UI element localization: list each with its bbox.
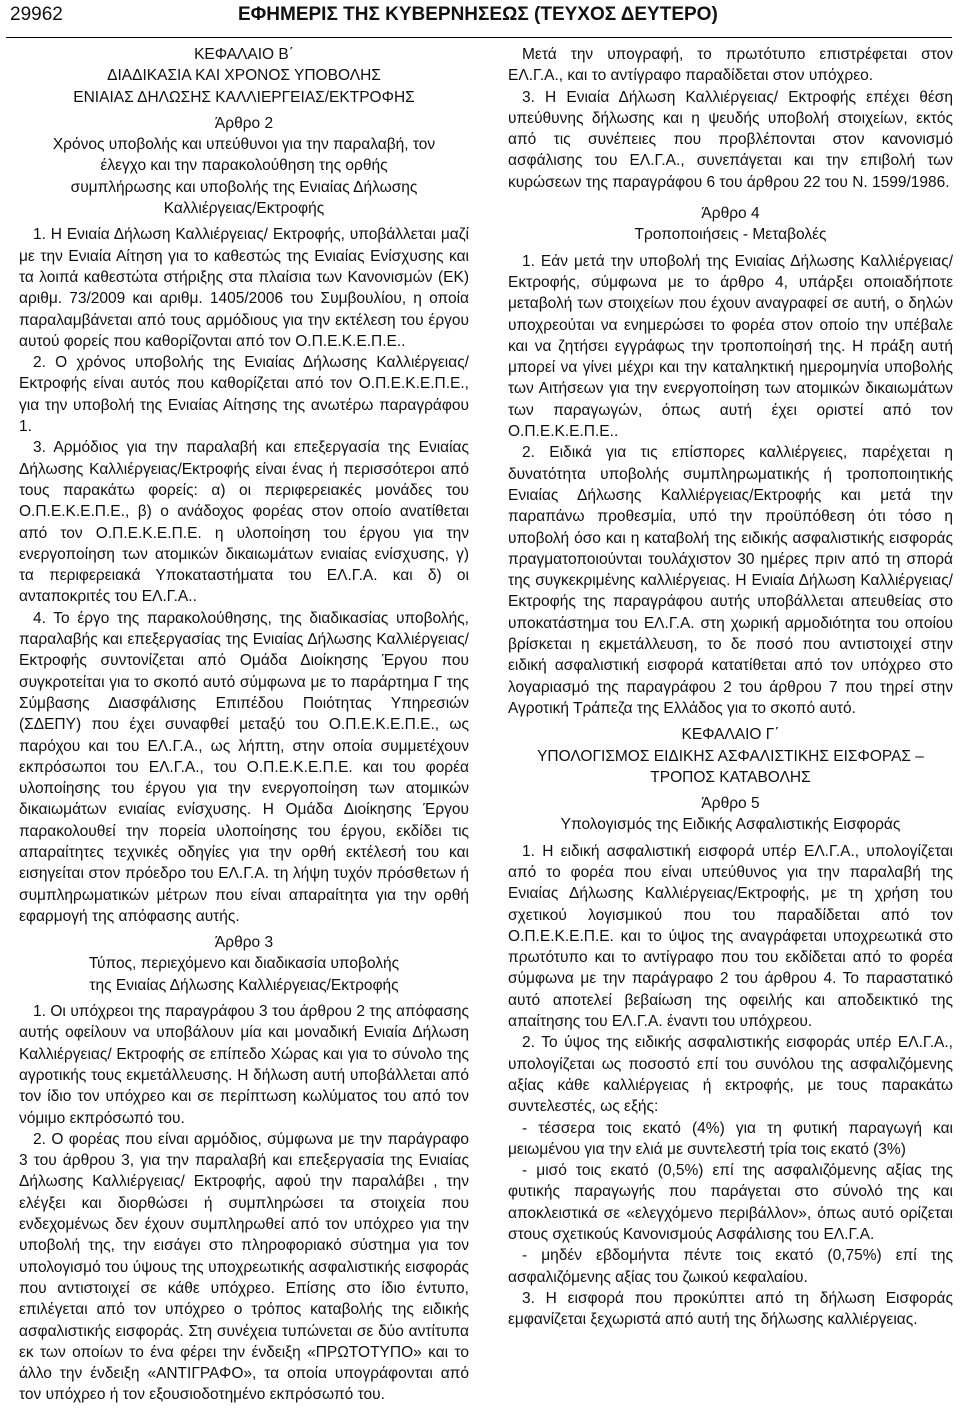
paragraph: 3. Η Ενιαία Δήλωση Καλλιέργειας/ Εκτροφής επέχει θέση υπεύθυνης δήλωσης και η ψευδής υποβολή στοιχείων, εκτός από τις συνέπειες που προβλέπονται στον κανονισμό ασφάλισης του ΕΛ.Γ.Α., συνεπάγεται και την επιβολή των κυρώσεων της παραγράφου 6 του άρθρου 22 του Ν. 1599/1986. xyxy=(508,88,953,191)
paragraph: 3. Αρμόδιος για την παραλαβή και επεξεργασία της Ενιαίας Δήλωσης Καλλιέργειας/Εκτροφής είναι ένας ή περισσότεροι από τους παρακάτω φορείς: α) οι περιφερειακές μονάδες του Ο.Π.Ε.Κ.Ε.Π.Ε., β) ο ανάδοχος φορέας στον οποίο ανατίθεται από τον Ο.Π.Ε.Κ.Ε.Π.Ε. η υλοποίηση του έργου για την ενεργοποίηση των ατομικών δικαιωμάτων ενιαίας ενίσχυσης, γ) τα περιφερειακά Υποκαταστήματα του ΕΛ.Γ.Α. και δ) οι ανταποκριτές του ΕΛ.Γ.Α.. xyxy=(19,439,469,606)
paragraph: 1. Εάν μετά την υποβολή της Ενιαίας Δήλωσης Καλλιέργειας/ Εκτροφής, σύμφωνα με το άρθρο 4, υπάρξει οποιαδήποτε μεταβολή των στοιχείων που έχουν αναγραφεί σε αυτή, ο δηλών υποχρεούται να ενημερώσει το φορέα στον οποίο την υπέβαλε και να ζητήσει εγγράφως την τροποποίησή της. Η πράξη αυτή μπορεί να γίνει μέχρι και την καταληκτική ημερομηνία υποβολής των Αιτήσεων για την ενεργοποίηση των ατομικών δικαιωμάτων των παραγωγών, όπως αυτή έχει οριστεί από τον Ο.Π.Ε.Κ.Ε.Π.Ε.. xyxy=(508,252,953,441)
header-rule xyxy=(6,37,952,38)
chapter-heading: ΚΕΦΑΛΑΙΟ Γ΄ xyxy=(681,726,780,744)
paragraph: 1. Η Ενιαία Δήλωση Καλλιέργειας/ Εκτροφής, υποβάλλεται μαζί με την Ενιαία Αίτηση για το καθεστώς της Ενιαίας Ενίσχυσης και τα λοιπά καθεστώτα στήριξης στα πλαίσια των Κανονισμών (ΕΚ) αριθμ. 73/2009 και αριθμ. 1405/2006 του Συμβουλίου, η οποία παραλαμβάνεται από τους αρμόδιους για την εκτέλεση του έργου αυτού φορείς που καθορίζονται από τον Ο.Π.Ε.Κ.Ε.Π.Ε.. xyxy=(19,226,469,350)
article-title-line: συμπλήρωσης και υποβολής της Ενιαίας Δήλωσης xyxy=(70,178,418,196)
paragraph: 1. Οι υπόχρεοι της παραγράφου 3 του άρθρου 2 της απόφασης αυτής οφείλουν να υποβάλουν μία και μοναδική Ενιαία Δήλωση Καλλιέργειας/ Εκτροφής σε επίπεδο Χώρας και για το σύνολο της αγροτικής τους εκμετάλλευσης. Η δήλωση αυτή υποβάλλεται από τον ίδιο τον υπόχρεο και σε περίπτωση κωλύματος του από τον νόμιμο εκπρόσωπό του. xyxy=(19,1003,469,1127)
paragraph: 3. Η εισφορά που προκύπτει από τη δήλωση Εισφοράς εμφανίζεται ξεχωριστά από αυτή της δήλωσης καλλιέργειας. xyxy=(508,1289,953,1329)
left-column xyxy=(19,44,469,1406)
article-heading: Άρθρο 3 xyxy=(214,934,274,952)
paragraph: 2. Το ύψος της ειδικής ασφαλιστικής εισφοράς υπέρ ΕΛ.Γ.Α., υπολογίζεται ως ποσοστό επί του συνόλου της ασφαλιζόμενης αξίας κάθε καλλιέργειας ή εκτροφής, με τους παρακάτω συντελεστές, ως εξής: xyxy=(508,1034,953,1116)
article-title-line: Καλλιέργειας/Εκτροφής xyxy=(163,200,325,218)
article-title-line: Τύπος, περιεχόμενο και διαδικασία υποβολής xyxy=(88,955,400,973)
page-number: 29962 xyxy=(10,4,63,25)
chapter-title-line: ΤΡΟΠΟΣ ΚΑΤΑΒΟΛΗΣ xyxy=(650,768,811,786)
article-title-line: Χρόνος υποβολής και υπεύθυνοι για την παραλαβή, τον xyxy=(52,136,436,154)
chapter-title-line: ΔΙΑΔΙΚΑΣΙΑ ΚΑΙ ΧΡΟΝΟΣ ΥΠΟΒΟΛΗΣ xyxy=(107,67,381,85)
article-title-line: της Ενιαίας Δήλωσης Καλλιέργειας/Εκτροφής xyxy=(89,976,399,994)
paragraph: Μετά την υπογραφή, το πρωτότυπο επιστρέφεται στον ΕΛ.Γ.Α., και το αντίγραφο παραδίδεται στον υπόχρεο. xyxy=(508,46,953,85)
paragraph: 2. Ο χρόνος υποβολής της Ενιαίας Δήλωσης Καλλιέργειας/Εκτροφής είναι αυτός που καθορίζεται από τον Ο.Π.Ε.Κ.Ε.Π.Ε., για την υποβολή της Ενιαίας Αίτησης της ανωτέρω παραγράφου 1. xyxy=(19,354,469,436)
paragraph: 2. Ειδικά για τις επίσπορες καλλιέργειες, παρέχεται η δυνατότητα υποβολής συμπληρωματικής ή τροποποιητικής Ενιαίας Δήλωσης Καλλιέργειας/Εκτροφής και μετά την παραπάνω προθεσμία, υπό την προϋπόθεση ότι τόσο η υποβολή όσο και η καταβολή της ειδικής ασφαλιστικής εισφοράς πραγματοποιούνται τουλάχιστον 30 ημέρες πριν από τη σπορά της συγκεκριμένης καλλιέργειας. Η Ενιαία Δήλωση Καλλιέργειας/Εκτροφής της παραγράφου αυτής υποβάλλεται απευθείας στο υποκατάστημα του ΕΛ.Γ.Α. στη χωρική αρμοδιότητα του οποίου βρίσκεται η εκμετάλλευση, το δε ποσό που αντιστοιχεί στην ειδική ασφαλιστική εισφορά κατατίθεται από τον υπόχρεο στο λογαριασμό της παραγράφου 2 του άρθρου 7 που τηρεί στην Αγροτική Τράπεζα της Ελλάδος για το σκοπό αυτό. xyxy=(508,444,953,717)
article-title-line: έλεγχο και την παρακολούθηση της ορθής xyxy=(100,157,388,175)
article-heading: Άρθρο 2 xyxy=(214,114,274,132)
bullet-item: - μισό τοις εκατό (0,5%) επί της ασφαλιζόμενης αξίας της φυτικής παραγωγής που παράγεται στο σύνολό της και αποκλειστικά σε «ελεγχόμενο περιβάλλον», όπως αυτό ορίζεται στους σχετικούς Κανονισμούς Ασφάλισης του ΕΛ.Γ.Α. xyxy=(508,1162,953,1244)
paragraph: 2. Ο φορέας που είναι αρμόδιος, σύμφωνα με την παράγραφο 3 του άρθρου 3, για την παραλαβή και επεξεργασία της Ενιαίας Δήλωσης Καλλιέργειας/ Εκτροφής, αφού την παραλάβει , την ελέγξει και διορθώσει ή συμπληρώσει τα στοιχεία που ενδεχομένως δεν έχουν συμπληρωθεί από τον υπόχρεο για την υποβολή της, την εισάγει στο πληροφοριακό σύστημα για τον υπολογισμό του ύψους της υποχρεωτικής ασφαλιστικής εισφοράς που αντιστοιχεί σε κάθε υπόχρεο. Επίσης στο ίδιο έντυπο, επιλέγεται από τον υπόχρεο ο τρόπος καταβολής της ειδικής ασφαλιστικής εισφοράς. Στη συνέχεια τυπώνεται σε δύο αντίτυπα εκ των οποίων το ένα φέρει την ένδειξη «ΠΡΩΤΟΤΥΠΟ» και το άλλο την ένδειξη «ΑΝΤΙΓΡΑΦΟ», τα οποία υπογράφονται από τον υπόχρεο ή τον εξουσιοδοτημένο εκπρόσωπό του. xyxy=(19,1130,469,1404)
bullet-item: - τέσσερα τοις εκατό (4%) για τη φυτική παραγωγή και μειωμένου για την ελιά με συντελεστή τρία τοις εκατό (3%) xyxy=(508,1119,953,1158)
article-title-line: Υπολογισμός της Ειδικής Ασφαλιστικής Εισφοράς xyxy=(560,816,901,834)
chapter-heading: ΚΕΦΑΛΑΙΟ Β΄ xyxy=(194,46,294,63)
article-heading: Άρθρο 4 xyxy=(701,205,760,223)
right-column xyxy=(508,44,953,1331)
page-header xyxy=(0,4,960,34)
paragraph: 1. Η ειδική ασφαλιστική εισφορά υπέρ ΕΛ.Γ.Α., υπολογίζεται από το φορέα που είναι υπεύθυνος για την παραλαβή της Ενιαίας Δήλωσης Καλλιέργειας/Εκτροφής, με τη χρήση του σχετικού λογισμικού που του παραδίδεται από τον Ο.Π.Ε.Κ.Ε.Π.Ε. και το ύψος της αναγράφεται υποχρεωτικά στο πρωτότυπο και το αντίγραφο που του εκδίδεται από το φορέα σύμφωνα με την παράγραφο 2 του άρθρου 4. Το παραστατικό αυτό αποτελεί βεβαίωση της οφειλής και αποδεικτικό της απαίτησης του ΕΛ.Γ.Α. έναντι του υπόχρεου. xyxy=(508,842,953,1031)
chapter-title-line: ΕΝΙΑΙΑΣ ΔΗΛΩΣΗΣ ΚΑΛΛΙΕΡΓΕΙΑΣ/ΕΚΤΡΟΦΗΣ xyxy=(73,88,415,106)
article-heading: Άρθρο 5 xyxy=(701,795,760,813)
article-title-line: Τροποποιήσεις - Μεταβολές xyxy=(634,226,827,244)
gazette-title: ΕΦΗΜΕΡΙΣ ΤΗΣ ΚΥΒΕΡΝΗΣΕΩΣ (ΤΕΥΧΟΣ ΔΕΥΤΕΡΟ) xyxy=(238,4,718,25)
bullet-item: - μηδέν εβδομήντα πέντε τοις εκατό (0,75%) επί της ασφαλιζόμενης αξίας του ζωικού κεφαλαίου. xyxy=(508,1247,953,1286)
paragraph: 4. Το έργο της παρακολούθησης, της διαδικασίας υποβολής, παραλαβής και επεξεργασίας της Ενιαίας Δήλωσης Καλλιέργειας/Εκτροφής συντονίζεται από Ομάδα Διοίκησης Έργου που συγκροτείται για το σκοπό αυτό σύμφωνα με το παράρτημα Γ της Σύμβασης Διασφάλισης Επιπέδου Ποιότητας Υπηρεσιών (ΣΔΕΠΥ) που έχει συναφθεί μεταξύ του Ο.Π.Ε.Κ.Ε.Π.Ε., ως παρόχου και του ΕΛ.Γ.Α., ως λήπτη, στην οποία συμμετέχουν εκπρόσωποι του ΕΛ.Γ.Α., του Ο.Π.Ε.Κ.Ε.Π.Ε. και του φορέα υλοποίησης του έργου για την ενεργοποίηση των ατομικών δικαιωμάτων ενιαίας ενίσχυσης. Η Ομάδα Διοίκησης Έργου παρακολουθεί την πορεία υλοποίησης του έργου, εκδίδει τις απαραίτητες τεχνικές οδηγίες για την ορθή εκτέλεσή του και εισηγείται στον πρόεδρο του ΕΛ.Γ.Α. τη λήψη τυχόν πρόσθετων ή συμπληρωματικών μέτρων που είναι απαραίτητα για την ορθή εφαρμογή της απόφασης αυτής. xyxy=(19,609,469,925)
chapter-title-line: ΥΠΟΛΟΓΙΣΜΟΣ ΕΙΔΙΚΗΣ ΑΣΦΑΛΙΣΤΙΚΗΣ ΕΙΣΦΟΡΑΣ – xyxy=(537,747,924,765)
